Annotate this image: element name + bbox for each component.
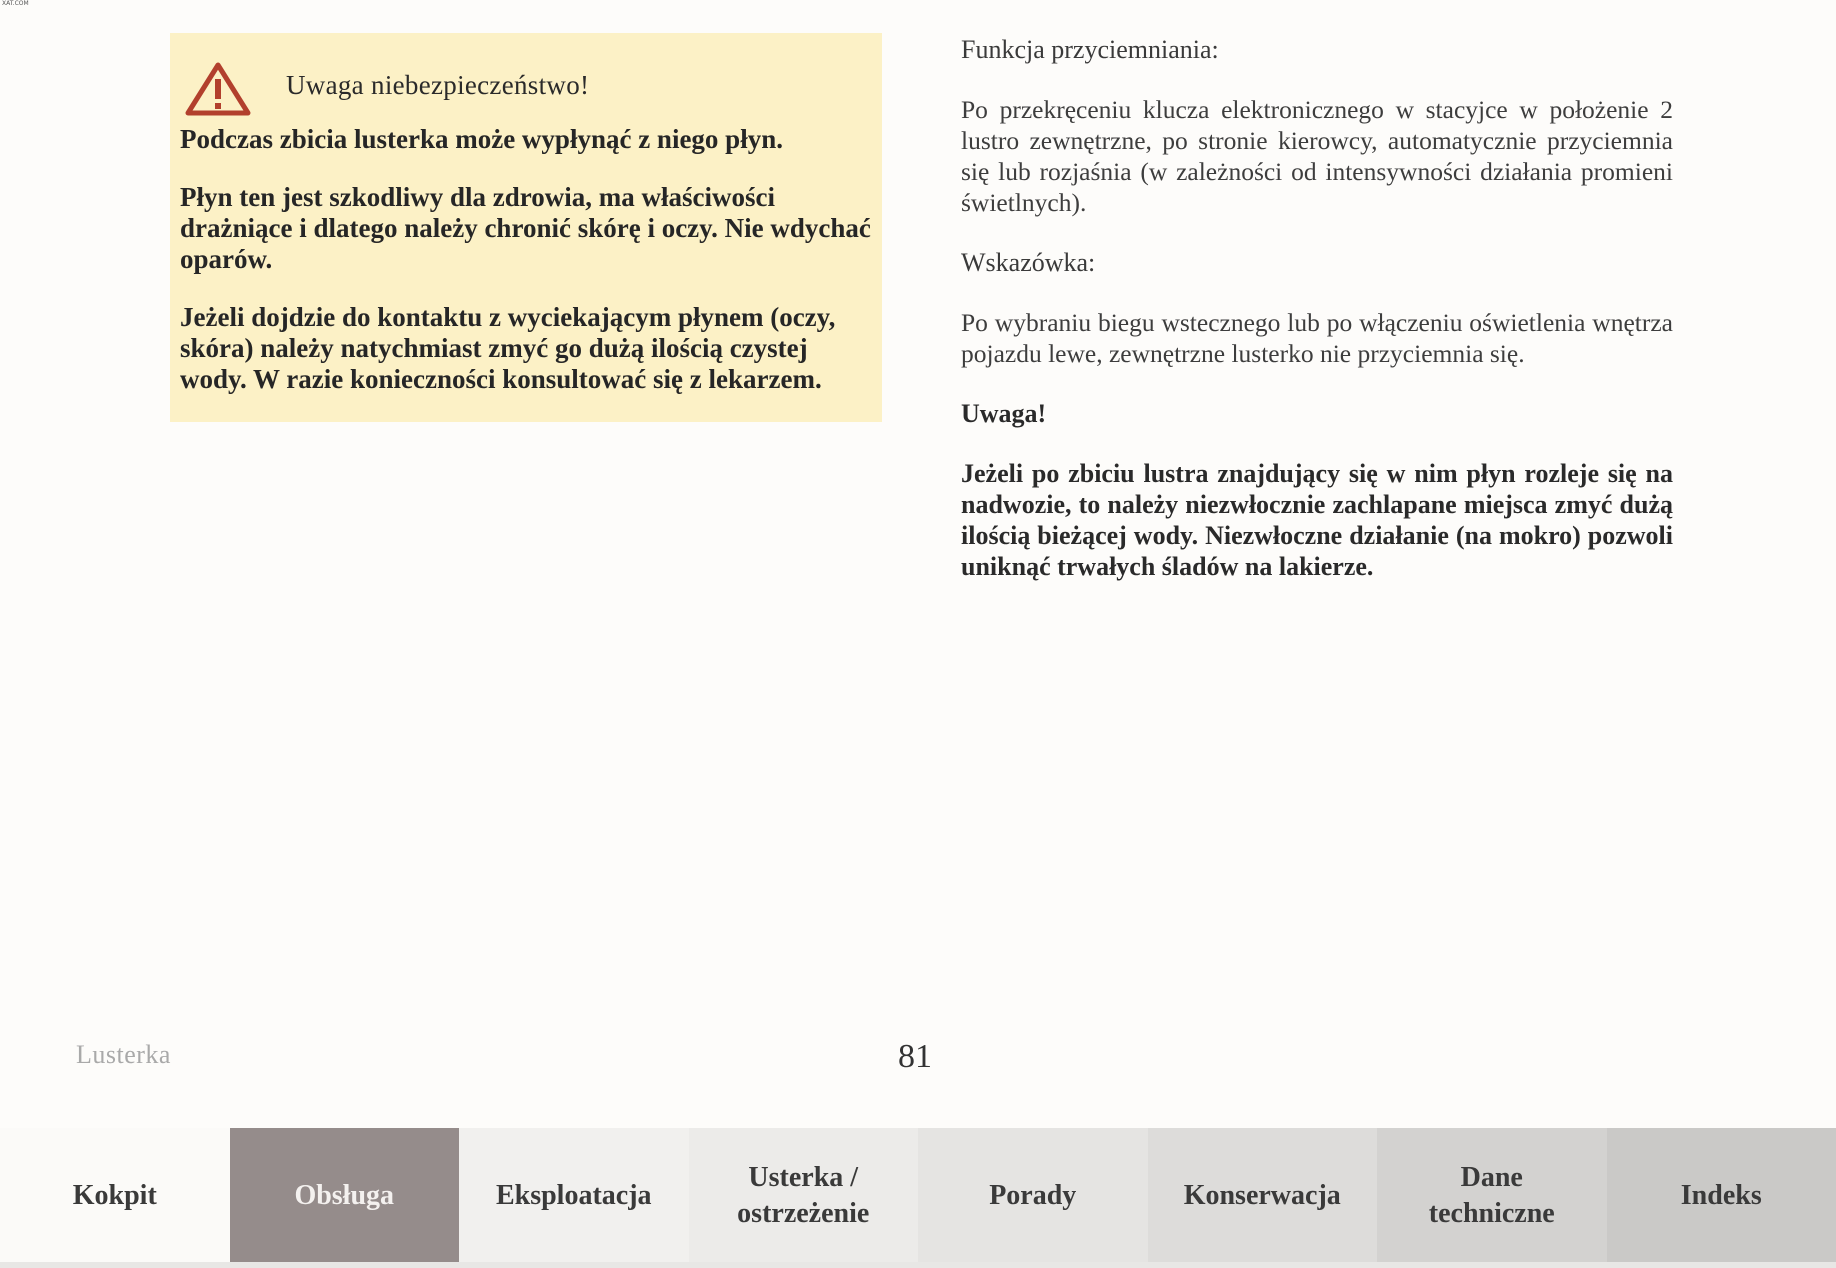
caution-text: Jeżeli po zbiciu lustra znajdujący się w nim płyn rozleje się na nadwozie, to należy niezwłocznie zachlapane miejsca zmyć dużą ilością bieżącej wody. Niezwłoczne działanie (na mokro) pozwoli uniknąć trwałych śladów na lakierze. xyxy=(961,459,1673,581)
caution-label: Uwaga! xyxy=(961,399,1047,428)
tab-label: Eksploatacja xyxy=(495,1180,652,1211)
warning-paragraph: Płyn ten jest szkodliwy dla zdrowia, ma właściwości drażniące i dlatego należy chronić skórę i oczy. Nie wdychać oparów. xyxy=(180,182,871,274)
hint-text: Po wybraniu biegu wstecznego lub po włączeniu oświetlenia wnętrza pojazdu lewe, zewnętrzne lusterko nie przyciemnia się. xyxy=(961,308,1673,368)
tab-eksploatacja[interactable] xyxy=(459,1128,689,1264)
dimming-text: Po przekręceniu klucza elektronicznego w stacyjce w położenie 2 lustro zewnętrzne, po stronie kierowcy, automatycznie przyciemnia się lub rozjaśnia (w zależności od intensywności działania promieni świetlnych). xyxy=(961,95,1673,217)
tab-usterka-ostrzezenie[interactable] xyxy=(689,1128,919,1264)
hint-label: Wskazówka: xyxy=(961,248,1096,277)
tab-label: Kokpit xyxy=(72,1180,157,1211)
tab-label: Obsługa xyxy=(294,1180,395,1211)
tab-label-line1: Usterka / xyxy=(748,1162,859,1193)
dimming-label: Funkcja przyciemniania: xyxy=(961,35,1219,64)
tab-label-line2: techniczne xyxy=(1428,1198,1555,1229)
nav-bottom-strip xyxy=(0,1262,1836,1268)
section-name: Lusterka xyxy=(76,1040,171,1069)
warning-box xyxy=(170,33,882,422)
tab-indeks[interactable] xyxy=(1607,1128,1836,1264)
corner-watermark: XAT.COM xyxy=(2,0,29,7)
tab-konserwacja[interactable] xyxy=(1148,1128,1378,1264)
warning-header xyxy=(180,51,872,131)
warning-title: Uwaga niebezpieczeństwo! xyxy=(286,69,590,100)
tab-dane-techniczne[interactable] xyxy=(1377,1128,1607,1264)
tab-label xyxy=(1429,1160,1555,1232)
warning-triangle-icon xyxy=(184,61,252,121)
page-number: 81 xyxy=(898,1038,932,1075)
tab-kokpit[interactable] xyxy=(0,1128,230,1264)
tab-label: Konserwacja xyxy=(1183,1180,1341,1211)
warning-paragraph: Podczas zbicia lusterka może wypłynąć z niego płyn. xyxy=(180,124,783,154)
warning-paragraph: Jeżeli dojdzie do kontaktu z wyciekającym płynem (oczy, skóra) należy natychmiast zmyć go dużą ilością czystej wody. W razie konieczności konsultować się z lekarzem. xyxy=(180,302,836,394)
tab-label-line2: ostrzeżenie xyxy=(737,1198,870,1229)
tab-label: Porady xyxy=(989,1180,1077,1211)
bottom-navigation xyxy=(0,1128,1836,1264)
tab-porady[interactable] xyxy=(918,1128,1148,1264)
right-column xyxy=(961,34,1673,582)
tab-obsluga[interactable] xyxy=(230,1128,460,1264)
tab-label xyxy=(737,1160,869,1232)
tab-label: Indeks xyxy=(1680,1180,1762,1211)
tab-label-line1: Dane xyxy=(1460,1162,1523,1193)
